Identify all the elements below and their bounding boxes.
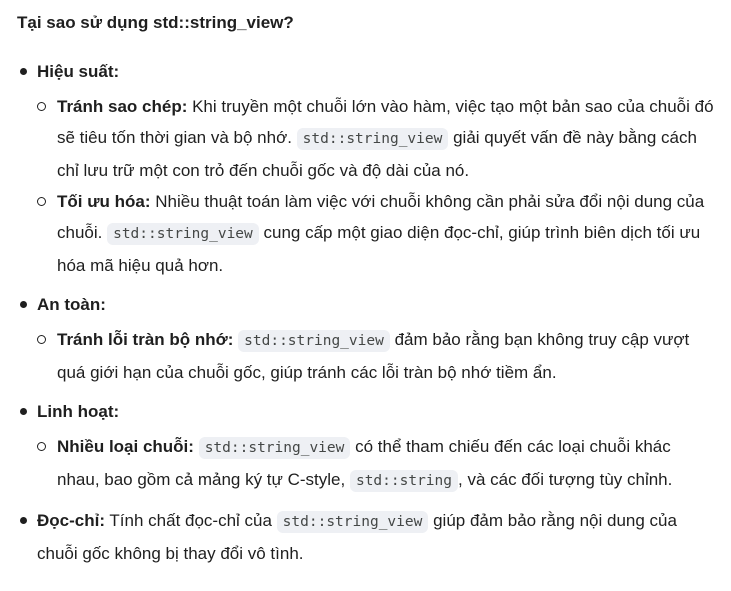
- list-item: [17, 396, 717, 497]
- item-text: [194, 437, 199, 456]
- item-text: đảm bảo rằng bạn không truy cập vượt quá giới hạn của chuỗi gốc, giúp tránh các lỗi tràn bộ nhớ tiềm ẩn.: [57, 330, 690, 382]
- list-item-title: Linh hoạt:: [37, 402, 120, 421]
- list-item-title: Hiệu suất:: [37, 62, 120, 81]
- code-snippet: std::string_view: [297, 128, 449, 150]
- item-text: giải quyết vấn đề này bằng cách chỉ lưu trữ một con trỏ đến chuỗi gốc và độ dài của nó.: [57, 128, 697, 180]
- code-snippet: std::string: [350, 470, 458, 492]
- item-label: Tránh lỗi tràn bộ nhớ:: [57, 330, 234, 349]
- list-item-title: An toàn:: [37, 295, 106, 314]
- list-item: [17, 505, 717, 569]
- sub-list-item: [37, 324, 717, 388]
- item-text: Khi truyền một chuỗi lớn vào hàm, việc tạo một bản sao của chuỗi đó sẽ tiêu tốn thời gian và bộ nhớ.: [57, 97, 714, 147]
- item-text: Nhiều thuật toán làm việc với chuỗi không cần phải sửa đổi nội dung của chuỗi.: [57, 192, 705, 242]
- list-item: [17, 56, 717, 281]
- list-item: [17, 289, 717, 388]
- sub-list: [37, 91, 717, 281]
- item-text: cung cấp một giao diện đọc-chỉ, giúp trình biên dịch tối ưu hóa mã hiệu quả hơn.: [57, 223, 701, 275]
- sub-list-item: [37, 91, 717, 186]
- item-label: Tránh sao chép:: [57, 97, 188, 116]
- item-text: , và các đối tượng tùy chỉnh.: [458, 470, 673, 489]
- code-snippet: std::string_view: [238, 330, 390, 352]
- code-snippet: std::string_view: [199, 437, 351, 459]
- item-label: Nhiều loại chuỗi:: [57, 437, 194, 456]
- sub-list-item: [37, 186, 717, 281]
- sub-list: [37, 324, 717, 388]
- code-snippet: std::string_view: [107, 223, 259, 245]
- item-label: Tối ưu hóa:: [57, 192, 151, 211]
- sub-list-item: [37, 431, 717, 497]
- bullet-list: [17, 56, 717, 569]
- item-text: có thể tham chiếu đến các loại chuỗi khác nhau, bao gồm cả mảng ký tự C-style,: [57, 437, 671, 489]
- code-snippet: std::string_view: [277, 511, 429, 533]
- item-label: Đọc-chỉ:: [37, 511, 105, 530]
- sub-list: [37, 431, 717, 497]
- item-text: giúp đảm bảo rằng nội dung của chuỗi gốc không bị thay đổi vô tình.: [37, 511, 677, 563]
- item-text: Tính chất đọc-chỉ của: [105, 511, 277, 530]
- page-title: Tại sao sử dụng std::string_view?: [17, 13, 294, 32]
